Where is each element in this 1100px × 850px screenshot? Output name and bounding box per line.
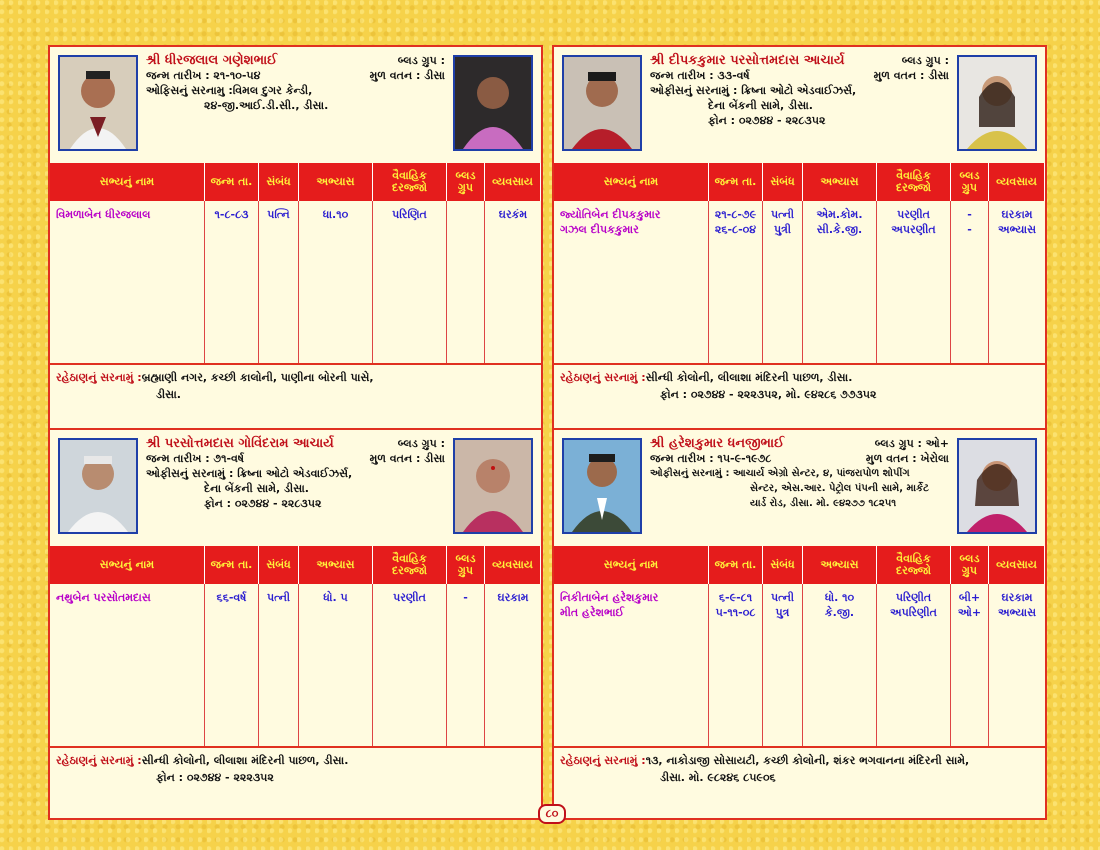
th-relation: સંબંધ	[763, 163, 803, 201]
member-dob: ૨૧-૮-૭૯	[714, 208, 757, 221]
office-phone: ફોન : ૦૨૭૪૪ - ૨૨૮૩૫૨	[708, 114, 826, 127]
th-name: સભ્યનું નામ	[50, 163, 205, 201]
member-marital-col	[877, 201, 951, 363]
th-dob: જન્મ તા.	[709, 546, 763, 584]
blood-group: બ્લડ ગ્રુપ :	[397, 54, 445, 67]
member-name-col	[554, 201, 709, 363]
th-occupation: વ્યવસાય	[989, 546, 1045, 584]
blood-group: બ્લડ ગ્રુપ :	[901, 54, 949, 67]
member-relation: પત્નિ	[259, 201, 299, 363]
member-dob-col	[709, 201, 763, 363]
head-name: શ્રી પરસોત્તમદાસ ગોવિંદરામ આચાર્ય	[146, 436, 334, 451]
member-marital: પરિણીત	[895, 591, 932, 604]
blood-group: બ્લડ ગ્રુપ :	[397, 437, 445, 450]
dob: જન્મ તારીખ : ૩૩-વર્ષ	[650, 69, 750, 82]
member-dob: ૨૬-૮-૦૪	[714, 223, 757, 236]
office-address-3: યાર્ડ રોડ, ડીસા. મો. ૯૪૨૭૭ ૧૮૨૫૧	[750, 498, 897, 509]
th-relation: સંબંધ	[259, 163, 299, 201]
card-header	[650, 436, 949, 511]
member-education: સી.કે.જી.	[816, 223, 863, 236]
th-education: અભ્યાસ	[299, 546, 373, 584]
member-marital: અપરણીત	[891, 223, 936, 236]
office-address-2: સેન્ટર, એસ.આર. પેટ્રોલ પંપની સામે, માર્કેટ	[750, 483, 929, 494]
member-marital: પરણીત	[897, 208, 930, 221]
table-body	[554, 584, 1045, 746]
th-name: સભ્યનું નામ	[50, 546, 205, 584]
head-name: શ્રી હરેશકુમાર ધનજીભાઈ	[650, 436, 785, 451]
office-phone: ફોન : ૦૨૭૪૪ - ૨૨૮૩૫૨	[204, 497, 322, 510]
family-card-3	[48, 428, 543, 820]
member-dob-col	[709, 584, 763, 746]
th-blood: બ્લડ ગ્રુપ	[447, 546, 485, 584]
th-education: અભ્યાસ	[299, 163, 373, 201]
th-dob: જન્મ તા.	[709, 163, 763, 201]
member-occupation: અભ્યાસ	[997, 606, 1037, 619]
office-address-2: ૨૪-જી.આઈ.ડી.સી., ડીસા.	[204, 99, 329, 112]
member-marital: અપરિણીત	[890, 606, 937, 619]
head-name: શ્રી દીપકકુમાર પરસોત્તમદાસ આચાર્ય	[650, 53, 845, 68]
th-marital: વૈવાહિક દરજ્જો	[877, 163, 951, 201]
member-relation: પત્ની	[259, 584, 299, 746]
member-marital-col	[877, 584, 951, 746]
table-header	[554, 163, 1045, 201]
member-dob: ૧-૮-૮૩	[205, 201, 259, 363]
dob: જન્મ તારીખ : ૧૫-૯-૧૯૭૮	[650, 452, 772, 465]
address-line-2: ફોન : ૦૨૭૪૪ - ૨૨૨૩૫૨, મો. ૯૪૨૮૬ ૭૭૩૫૨	[660, 388, 877, 401]
table-header	[554, 546, 1045, 584]
member-name-col	[554, 584, 709, 746]
address-label: રહેઠાણનું સરનામું :	[56, 754, 142, 767]
office-address-2: દેના બેંકની સામે, ડીસા.	[708, 99, 813, 112]
wife-photo	[453, 438, 533, 534]
office-address-1: ઓફીસનું સરનામું : ક્રિષ્ના ઓટો એડવાઈઝર્સ,	[650, 84, 857, 97]
residence-address	[554, 363, 1045, 435]
member-name: નિકીતાબેન હરેશકુમાર	[560, 591, 659, 604]
th-education: અભ્યાસ	[803, 546, 877, 584]
member-education: ધો. ૫	[299, 584, 373, 746]
member-name: નથુબેન પરસોતમદાસ	[50, 584, 205, 746]
address-line-2: ડીસા.	[156, 388, 181, 401]
husband-photo	[562, 438, 642, 534]
member-blood-col	[951, 201, 989, 363]
th-education: અભ્યાસ	[803, 163, 877, 201]
th-relation: સંબંધ	[763, 546, 803, 584]
th-marital: વૈવાહિક દરજ્જો	[877, 546, 951, 584]
member-education: એમ.કોમ.	[816, 208, 863, 221]
member-blood: ઓ+	[957, 606, 982, 619]
table-body	[50, 584, 541, 746]
member-name: જ્યોતિબેન દીપકકુમાર	[560, 208, 661, 221]
table-body	[554, 201, 1045, 363]
wife-photo	[957, 438, 1037, 534]
members-table	[50, 546, 541, 746]
member-dob: ૬-૯-૮૧	[718, 591, 753, 604]
address-line-1: બ્રહ્માણી નગર, કચ્છી કાલોની, પાણીના બોરની પાસે,	[141, 371, 374, 384]
member-relation-col	[763, 584, 803, 746]
husband-photo	[58, 438, 138, 534]
husband-photo	[562, 55, 642, 151]
member-occupation: ઘરકામ	[1001, 591, 1033, 604]
member-name: ગઝલ દીપકકુમાર	[560, 223, 639, 236]
member-education: કે.જી.	[824, 606, 855, 619]
address-label: રહેઠાણનું સરનામું :	[560, 754, 646, 767]
member-relation: પત્ની	[770, 208, 795, 221]
address-label: રહેઠાણનું સરનામું :	[560, 371, 646, 384]
member-blood: બી+	[958, 591, 981, 604]
th-relation: સંબંધ	[259, 546, 299, 584]
table-header	[50, 163, 541, 201]
address-line-2: ફોન : ૦૨૭૪૪ - ૨૨૨૩૫૨	[156, 771, 274, 784]
member-marital: પરણીત	[373, 584, 447, 746]
member-occupation-col	[989, 201, 1045, 363]
member-education: ધા.૧૦	[299, 201, 373, 363]
th-name: સભ્યનું નામ	[554, 163, 709, 201]
office-address-2: દેના બેંકની સામે, ડીસા.	[204, 482, 309, 495]
dob: જન્મ તારીખ : ૭૧-વર્ષ	[146, 452, 245, 465]
office-address-1: ઓફીસનું સરનામું : ક્રિષ્ના ઓટો એડવાઈઝર્સ,	[146, 467, 353, 480]
members-table	[554, 163, 1045, 363]
member-blood: -	[967, 223, 972, 236]
th-blood: બ્લડ ગ્રુપ	[951, 163, 989, 201]
member-education-col	[803, 201, 877, 363]
member-relation: પત્ની	[770, 591, 795, 604]
member-marital: પરિણિત	[373, 201, 447, 363]
address-line-1: સીન્ધી કોલોની, લીલાશા મંદિરની પાછળ, ડીસા.	[141, 754, 349, 767]
member-occupation: ઘરકામ	[1001, 208, 1033, 221]
wife-photo	[453, 55, 533, 151]
dob: જન્મ તારીખ : ૨૧-૧૦-૫૪	[146, 69, 261, 82]
th-dob: જન્મ તા.	[205, 163, 259, 201]
th-dob: જન્મ તા.	[205, 546, 259, 584]
member-occupation-col	[989, 584, 1045, 746]
office-address-1: ઓફિસનું સરનામુ :વિમલ દુગર કેન્ડી,	[146, 84, 313, 97]
th-blood: બ્લડ ગ્રુપ	[951, 546, 989, 584]
residence-address	[554, 746, 1045, 818]
member-name: વિમળાબેન ધીરજલાલ	[50, 201, 205, 363]
address-label: રહેઠાણનું સરનામું :	[56, 371, 142, 384]
native-place: મુળ વતન : ડીસા	[369, 452, 445, 465]
member-name: મીત હરેશભાઈ	[560, 606, 625, 619]
native-place: મુળ વતન : ખેરોલા	[865, 452, 949, 465]
members-table	[554, 546, 1045, 746]
member-relation: પુત્રી	[773, 223, 792, 236]
table-body	[50, 201, 541, 363]
family-card-4	[552, 428, 1047, 820]
family-card-1	[48, 45, 543, 437]
address-line-2: ડીસા. મો. ૯૮૨૪૬ ૮૫૯૦૬	[660, 771, 776, 784]
husband-photo	[58, 55, 138, 151]
th-blood: બ્લડ ગ્રુપ	[447, 163, 485, 201]
card-header	[146, 436, 445, 511]
family-card-2	[552, 45, 1047, 437]
member-dob: ૫-૧૧-૦૮	[715, 606, 756, 619]
member-occupation: ઘરકામ	[497, 591, 529, 604]
member-relation: પુત્ર	[775, 606, 790, 619]
card-header	[650, 53, 949, 128]
table-header	[50, 546, 541, 584]
office-address-1: ઓફીસનું સરનામું : આચાર્ય એગ્રો સેન્ટર, ૪, પાંજરાપોળ શોપીંગ	[650, 468, 910, 479]
address-line-1: સીન્ધી કોલોની, લીલાશા મંદિરની પાછળ, ડીસા.	[645, 371, 853, 384]
member-occupation: અભ્યાસ	[997, 223, 1037, 236]
th-marital: વૈવાહિક દરજ્જો	[373, 546, 447, 584]
th-marital: વૈવાહિક દરજ્જો	[373, 163, 447, 201]
member-dob: ૬૬-વર્ષ	[205, 584, 259, 746]
page-number: ૮૦	[538, 804, 566, 824]
member-occupation: ઘરકંમ	[498, 208, 528, 221]
residence-address	[50, 363, 541, 435]
member-education-col	[803, 584, 877, 746]
head-name: શ્રી ધીરજલાલ ગણેશભાઈ	[146, 53, 278, 68]
address-line-1: ૧૩, નાકોડાજી સોસાયટી, કચ્છી કોલોની, શંકર ભગવાનના મંદિરની સામે,	[645, 754, 970, 767]
th-occupation: વ્યવસાય	[989, 163, 1045, 201]
th-name: સભ્યનું નામ	[554, 546, 709, 584]
wife-photo	[957, 55, 1037, 151]
native-place: મુળ વતન : ડીસા	[873, 69, 949, 82]
th-occupation: વ્યવસાય	[485, 546, 541, 584]
member-blood: -	[447, 584, 485, 746]
member-relation-col	[763, 201, 803, 363]
card-header	[146, 53, 445, 113]
members-table	[50, 163, 541, 363]
member-blood-col	[951, 584, 989, 746]
member-blood: -	[967, 208, 972, 221]
th-occupation: વ્યવસાય	[485, 163, 541, 201]
native-place: મુળ વતન : ડીસા	[369, 69, 445, 82]
member-education: ધો. ૧૦	[824, 591, 855, 604]
blood-group: બ્લડ ગ્રુપ : ઓ+	[874, 437, 949, 450]
member-blood	[447, 201, 485, 363]
residence-address	[50, 746, 541, 818]
